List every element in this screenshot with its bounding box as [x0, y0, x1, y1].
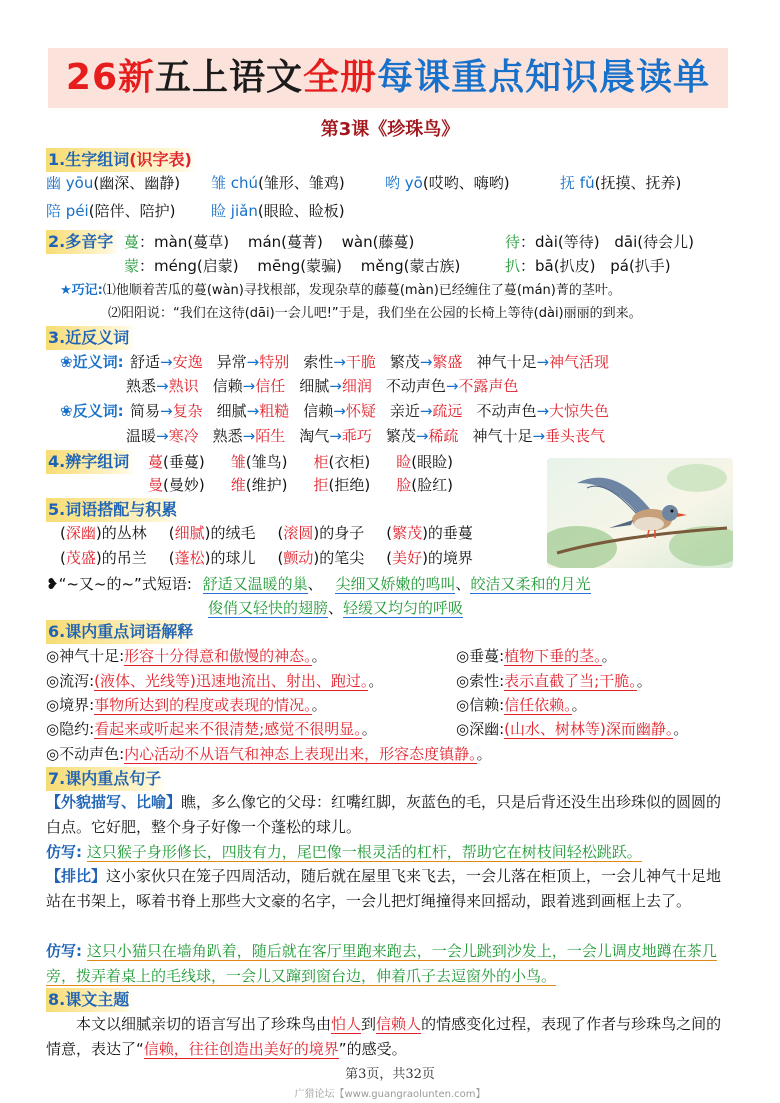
phrase-row-2: 俊俏又轻快的翅膀、轻缓又均匀的呼吸 [208, 599, 464, 617]
paired-word: 寒冷 [168, 427, 199, 445]
char-item [560, 172, 681, 194]
definition: ◎索性:表示直截了当;干脆。。 [456, 672, 652, 690]
antonym-label [60, 400, 124, 422]
term: ◎神气十足: [46, 647, 125, 665]
mnemonic-text: ⑵阳阳说：“我们在这待(dāi)一会儿吧!”于是，我们坐在公园的长椅上等待(dài)丽丽的到来。 [108, 306, 642, 321]
collocation-word: 茂盛 [65, 549, 96, 567]
reading: mēng(蒙骗) [257, 257, 342, 275]
word-group: (衣柜) [328, 453, 371, 471]
collocation-tail: )的垂蔓 [422, 524, 473, 542]
imitation-2 [46, 939, 736, 989]
reading: dài(等待) [535, 233, 600, 251]
pinyin: chú [230, 174, 259, 192]
char: 脸 [396, 476, 412, 494]
definition-text: 植物下垂的茎。 [504, 647, 602, 665]
definition: ◎信赖:信任依赖。。 [456, 696, 587, 714]
paired-word: 安逸 [172, 353, 203, 371]
term: ◎不动声色: [46, 745, 125, 763]
paired-word: 干脆 [345, 353, 376, 371]
section-7-title: 7.课内重点句子 [48, 769, 162, 788]
term: ◎流泻: [46, 672, 95, 690]
distinguish-row-1 [148, 451, 453, 473]
paired-word: 稀疏 [428, 427, 459, 445]
arrow-icon: → [536, 402, 550, 420]
phrase-row-1: ❥“~又~的~”式短语: 舒适又温暖的巢、 尖细又娇嫩的鸣叫、皎洁又柔和的月光 [46, 575, 591, 593]
paired-word: 大惊失色 [549, 402, 610, 420]
paired-word: 神气活现 [549, 353, 610, 371]
collocation-tail: )的身子 [313, 524, 365, 542]
definition-text: 内心活动不从语气和神态上表现出来，形容态度镇静。 [124, 745, 477, 763]
section-1-title: 1.生字组词 [48, 150, 130, 169]
section-5-title: 5.词语搭配与积累 [48, 500, 178, 519]
collocation-word: 深幽 [65, 524, 96, 542]
section-2-title: 2.多音字 [48, 232, 114, 251]
arrow-icon: → [415, 427, 429, 445]
pinyin: jiǎn [230, 202, 258, 220]
collocation-word: 滚圆 [283, 524, 314, 542]
reading: pá(扒手) [610, 257, 671, 275]
word: 索性 [303, 353, 334, 371]
imitation-label: 仿写: [46, 843, 82, 861]
collocation-tail: )的笔尖 [313, 549, 365, 567]
phrase: 尖细又娇嫩的鸣叫 [335, 575, 456, 593]
reading: měng(蒙古族) [360, 257, 461, 275]
paren: ( [277, 524, 284, 542]
sentence-tag: 【排比】 [46, 867, 107, 885]
antonym-row-1 [130, 400, 609, 422]
arrow-icon: → [445, 377, 459, 395]
theme-keyword: 怕人 [331, 1015, 362, 1033]
synonym-label [60, 351, 124, 373]
paired-word: 复杂 [172, 402, 203, 420]
arrow-icon: → [242, 427, 256, 445]
arrow-icon: → [532, 427, 546, 445]
arrow-icon: → [160, 402, 173, 420]
arrow-icon: → [329, 377, 342, 395]
section-6-title: 6.课内重点词语解释 [48, 622, 194, 641]
phrase: 皎洁又柔和的月光 [470, 575, 591, 593]
term: ◎索性: [456, 672, 505, 690]
collocation-word: 繁茂 [392, 524, 423, 542]
char-item [46, 200, 175, 222]
arrow-icon: → [242, 377, 256, 395]
arrow-icon: → [333, 402, 346, 420]
word: 异常 [216, 353, 247, 371]
pinyin: péi [65, 202, 89, 220]
char: 睑 [211, 202, 227, 220]
reading: màn(蔓草) [154, 233, 230, 251]
paired-word: 特别 [259, 353, 290, 371]
synonym-row-1 [130, 351, 609, 373]
term: ◎垂蔓: [456, 647, 505, 665]
polyphone-char: 蒙 [124, 257, 140, 275]
definition: ◎神气十足:形容十分得意和傲慢的神态。。 [46, 647, 327, 665]
pinyin: fǔ [579, 174, 595, 192]
polyphone-char: 蔓 [124, 233, 140, 251]
char: 柜 [313, 453, 329, 471]
pinyin: yōu [65, 174, 94, 192]
word-group: (维护) [245, 476, 288, 494]
char: 维 [230, 476, 246, 494]
antonym-row-2 [126, 425, 605, 447]
paired-word: 不露声色 [458, 377, 519, 395]
phrase-label: ❥“~又~的~”式短语: [46, 575, 192, 593]
paired-word: 怀疑 [345, 402, 376, 420]
phrase: 舒适又温暖的巢 [202, 575, 308, 593]
paired-word: 粗糙 [259, 402, 290, 420]
section-7-heading [46, 767, 167, 791]
section-3-title: 3.近反义词 [48, 328, 130, 347]
char-item [46, 172, 180, 194]
mnemonic-label: ★巧记: [60, 283, 103, 298]
collocation-word: 美好 [392, 549, 423, 567]
phrase: 轻缓又均匀的呼吸 [343, 599, 464, 617]
title-part-3: 全册 [303, 57, 378, 98]
arrow-icon: → [160, 353, 173, 371]
arrow-icon: → [536, 353, 550, 371]
distinguish-row-2 [148, 474, 453, 496]
flower-icon: ❀ [60, 402, 73, 420]
arrow-icon: → [246, 353, 260, 371]
flower-icon: ❀ [60, 353, 73, 371]
paren: ( [60, 549, 66, 567]
char: 睑 [396, 453, 412, 471]
theme-text: 到 [361, 1015, 377, 1033]
paren: ( [277, 549, 284, 567]
term: ◎深幽: [456, 720, 505, 738]
definition-text: 看起来或听起来不很清楚;感觉不很明显。 [94, 720, 362, 738]
word-group: (眼睑) [411, 453, 453, 471]
char: 抚 [560, 174, 576, 192]
definition-text: 形容十分得意和傲慢的神态。 [124, 647, 312, 665]
phrase: 俊俏又轻快的翅膀 [208, 599, 329, 617]
antonym-label-text: 反义词: [72, 402, 124, 420]
paired-word: 繁盛 [432, 353, 463, 371]
synonym-label-text: 近义词: [72, 353, 124, 371]
sentence-text: 这小家伙只在笼子四周活动，随后就在屋里飞来飞去，一会儿落在柜顶上，一会儿神气十足地站在书架上，啄着书脊上那些大文豪的名字，一会儿把灯绳撞得来回摇动，跟着逃到画框上去了。 [46, 867, 722, 910]
char: 曼 [148, 476, 164, 494]
word: 熟悉 [212, 427, 243, 445]
mnemonic-1 [60, 280, 621, 302]
term: ◎隐约: [46, 720, 95, 738]
words: (幽深、幽静) [93, 174, 181, 192]
section-8-title: 8.课文主题 [48, 990, 130, 1009]
word: 繁茂 [389, 353, 420, 371]
theme-text: ”的感受。 [338, 1040, 407, 1058]
words: (陪伴、陪护) [88, 202, 176, 220]
section-5-heading [46, 498, 183, 522]
char: 雏 [230, 453, 246, 471]
words: (眼睑、睑板) [257, 202, 345, 220]
pearl-bird-illustration [547, 458, 733, 568]
words: (哎哟、嗨哟) [422, 174, 510, 192]
word-group: (垂蔓) [163, 453, 205, 471]
arrow-icon: → [156, 377, 169, 395]
char-item [211, 200, 345, 222]
word: 亲近 [389, 402, 420, 420]
watermark: 广猎论坛【www.guangraolunten.com】 [294, 1089, 486, 1100]
section-2-heading [46, 230, 119, 254]
collocation-word: 颤动 [283, 549, 314, 567]
arrow-icon: → [156, 427, 169, 445]
term: ◎境界: [46, 696, 95, 714]
word: 不动声色 [476, 402, 537, 420]
section-6-heading [46, 620, 199, 644]
imitation-text: 这只小猫只在墙角趴着，随后就在客厅里跑来跑去，一会儿跳到沙发上，一会儿调皮地蹲在茶几旁，拨弄着桌上的毛线球，一会儿又蹿到窗台边，伸着爪子去逗窗外的小鸟。 [46, 942, 717, 985]
polyphone-row-2b: 扒：bā(扒皮) pá(扒手) [505, 257, 671, 275]
collocation-row-2 [60, 547, 473, 569]
imitation-label: 仿写: [46, 942, 82, 960]
words: (雏形、雏鸡) [258, 174, 345, 192]
paired-word: 乖巧 [341, 427, 372, 445]
paren: ( [386, 524, 393, 542]
collocation-tail: )的球儿 [204, 549, 256, 567]
paired-word: 陌生 [255, 427, 286, 445]
lesson-title: 第3课《珍珠鸟》 [320, 119, 460, 140]
paren: ( [168, 549, 175, 567]
collocation-tail: )的丛林 [95, 524, 147, 542]
paired-word: 细润 [341, 377, 372, 395]
sentence-tag: 【外貌描写、比喻】 [46, 793, 182, 811]
definition-text: (液体、光线等)迅速地流出、射出、跑过。 [94, 672, 369, 690]
reading: mán(蔓菁) [247, 233, 323, 251]
mnemonic-text: ⑴他顺着苦瓜的蔓(wàn)寻找根部，发现杂草的藤蔓(màn)已经缠住了蔓(mán)菁的茎叶。 [102, 283, 621, 298]
word: 信赖 [212, 377, 243, 395]
paired-word: 垂头丧气 [545, 427, 606, 445]
arrow-icon: → [419, 353, 433, 371]
definition-text: 表示直截了当;干脆。 [504, 672, 637, 690]
word: 淘气 [299, 427, 330, 445]
char: 拒 [313, 476, 329, 494]
theme-text: 的情感变化过程，表现了作者与珍珠鸟之间的情意，表达了“ [46, 1015, 722, 1058]
section-1-heading [46, 148, 198, 172]
theme-keyword: 信赖，往往创造出美好的境界 [143, 1040, 339, 1058]
char: 雏 [211, 174, 227, 192]
word-group: (脸红) [411, 476, 453, 494]
paired-word: 信任 [255, 377, 286, 395]
paren: ( [386, 549, 393, 567]
reading: wàn(藤蔓) [341, 233, 415, 251]
word: 温暖 [126, 427, 157, 445]
section-1-highlight: (识字表) [129, 150, 192, 169]
word: 简易 [130, 402, 161, 420]
word: 舒适 [130, 353, 161, 371]
char: 陪 [46, 202, 62, 220]
definition: ◎深幽:(山水、树林等)深而幽静。。 [456, 720, 689, 738]
key-sentence-2 [46, 864, 736, 914]
paren: ( [60, 524, 66, 542]
theme-text: 本文以细腻亲切的语言写出了珍珠鸟由 [76, 1015, 332, 1033]
collocation-word: 细腻 [174, 524, 205, 542]
theme-paragraph [46, 1012, 736, 1062]
synonym-row-2 [126, 375, 518, 397]
word: 熟悉 [126, 377, 157, 395]
title-banner [48, 48, 728, 108]
definition: ◎不动声色:内心活动不从语气和神态上表现出来，形容态度镇静。。 [46, 745, 492, 763]
arrow-icon: → [333, 353, 346, 371]
title-part-2: 五上语文 [155, 57, 304, 98]
polyphone-row-2: 蒙：méng(启蒙) mēng(蒙骗) měng(蒙古族) [124, 257, 461, 275]
char: 哟 [385, 174, 401, 192]
section-4-title: 4.辨字组词 [48, 452, 130, 471]
collocation-tail: )的境界 [422, 549, 473, 567]
char-item [211, 172, 345, 194]
word: 不动声色 [385, 377, 446, 395]
paren: ( [168, 524, 175, 542]
definition: ◎境界:事物所达到的程度或表现的情况。。 [46, 696, 327, 714]
section-8-heading [46, 988, 135, 1012]
title-part-4: 每课重点知识晨读单 [377, 57, 711, 98]
imitation-1 [46, 840, 736, 865]
polyphone-row-1b: 待：dài(等待) dāi(待会儿) [505, 233, 694, 251]
word-group: (雏鸟) [245, 453, 288, 471]
title-part-1: 26新 [65, 57, 156, 98]
word: 细腻 [216, 402, 247, 420]
word: 细腻 [299, 377, 330, 395]
reading: bā(扒皮) [535, 257, 596, 275]
term: ◎信赖: [456, 696, 505, 714]
definition-text: 事物所达到的程度或表现的情况。 [94, 696, 312, 714]
char: 蔓 [148, 453, 164, 471]
pinyin: yō [404, 174, 423, 192]
theme-keyword: 信赖人 [376, 1015, 422, 1033]
polyphone-char: 待 [505, 233, 521, 251]
arrow-icon: → [419, 402, 433, 420]
arrow-icon: → [329, 427, 342, 445]
section-3-heading [46, 326, 135, 350]
definition: ◎流泻:(液体、光线等)迅速地流出、射出、跑过。。 [46, 672, 384, 690]
key-sentence-1 [46, 790, 736, 840]
mnemonic-2 [108, 303, 642, 325]
word: 神气十足 [472, 427, 533, 445]
polyphone-row-1: 蔓：màn(蔓草) mán(蔓菁) wàn(藤蔓) [124, 233, 415, 251]
collocation-word: 蓬松 [174, 549, 205, 567]
char-item [385, 172, 510, 194]
section-4-heading [46, 450, 135, 474]
reading: méng(启蒙) [154, 257, 239, 275]
word-group: (拒绝) [328, 476, 371, 494]
collocation-tail: )的吊兰 [95, 549, 147, 567]
arrow-icon: → [246, 402, 260, 420]
collocation-tail: )的绒毛 [204, 524, 256, 542]
definition-text: 信任依赖。 [504, 696, 572, 714]
word: 信赖 [303, 402, 334, 420]
polyphone-char: 扒 [505, 257, 521, 275]
word-group: (曼妙) [163, 476, 205, 494]
definition-text: (山水、树林等)深而幽静。 [504, 720, 674, 738]
page-number: 第3页，共32页 [345, 1067, 435, 1082]
imitation-text: 这只猴子身形修长，四肢有力，尾巴像一根灵活的杠杆，帮助它在树枝间轻松跳跃。 [86, 843, 642, 861]
page-title [48, 48, 728, 108]
paired-word: 疏远 [432, 402, 463, 420]
word: 神气十足 [476, 353, 537, 371]
char: 幽 [46, 174, 62, 192]
definition: ◎隐约:看起来或听起来不很清楚;感觉不很明显。。 [46, 720, 377, 738]
sentence-text: 瞧，多么像它的父母：红嘴红脚，灰蓝色的毛，只是后背还没生出珍珠似的圆圆的白点。它好肥，整个身子好像一个蓬松的球儿。 [46, 793, 722, 836]
word: 繁茂 [385, 427, 416, 445]
definition: ◎垂蔓:植物下垂的茎。。 [456, 647, 617, 665]
collocation-row-1 [60, 522, 473, 544]
reading: dāi(待会儿) [614, 233, 694, 251]
paired-word: 熟识 [168, 377, 199, 395]
words: (抚摸、抚养) [594, 174, 682, 192]
